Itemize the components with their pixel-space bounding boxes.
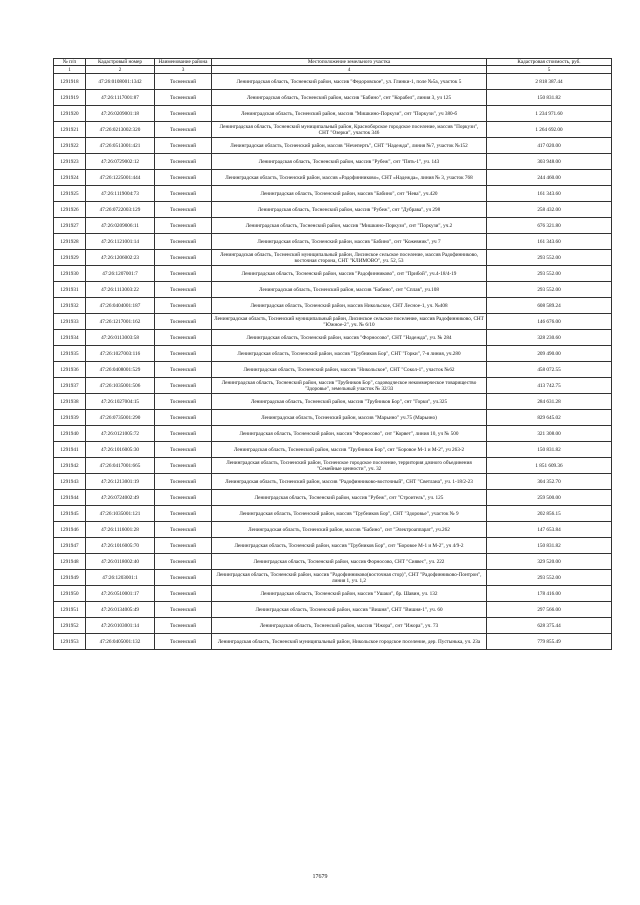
table-row (54, 218, 612, 234)
cadastral-number: 47:26:0729002:12 (86, 154, 155, 170)
cadastral-number: 47:26:1027004:15 (86, 394, 155, 410)
location-text: Ленинградская область, Тосненский район, массив "Бабино", снт "Кожевник", уч 7 (212, 234, 487, 250)
table-row (54, 314, 612, 330)
table-body (54, 74, 612, 650)
district-name: Тосненский (155, 250, 212, 266)
location-text: Ленинградская область, Тосненский район, массив "Радофинниково-восточный", СНТ "Светлана", уч. 1-18/2-23 (212, 474, 487, 490)
page-number: 17679 (312, 874, 328, 880)
table-row (54, 266, 612, 282)
cadastral-number: 47:26:1016005:30 (86, 442, 155, 458)
cadastral-number: 47:26:1116001:28 (86, 522, 155, 538)
cadastral-number: 47:26:0103001:14 (86, 618, 155, 634)
district-name: Тосненский (155, 218, 212, 234)
table-row (54, 298, 612, 314)
location-text: Ленинградская область, Тосненский район, массив "Мишкино-Поркузи", снт "Поркузи", уч 380-б (212, 106, 487, 122)
row-index: 1291929 (54, 250, 86, 266)
district-name: Тосненский (155, 618, 212, 634)
cadastral-number: 47:26:0724002:49 (86, 490, 155, 506)
cadastral-value: 259 500.00 (487, 490, 612, 506)
row-index: 1291932 (54, 298, 86, 314)
cadastral-number: 47:26:1035001:121 (86, 506, 155, 522)
table-row (54, 522, 612, 538)
location-text: Ленинградская область, Тосненский район, массив "Радофинниково(восточная стор)", СНТ "Радофинниково-Понтрон", линия 1, уч. 1,2 (212, 570, 487, 586)
district-name: Тосненский (155, 170, 212, 186)
row-index: 1291939 (54, 410, 86, 426)
document-page (53, 58, 586, 650)
district-name: Тосненский (155, 138, 212, 154)
cadastral-number: 47:26:0113003:58 (86, 330, 155, 346)
table-row (54, 74, 612, 90)
district-name: Тосненский (155, 410, 212, 426)
column-number: 4 (212, 66, 487, 74)
table-row (54, 138, 612, 154)
district-name: Тосненский (155, 282, 212, 298)
cadastral-number: 47:26:0408001:529 (86, 362, 155, 378)
cadastral-value: 146 676.00 (487, 314, 612, 330)
table-row (54, 378, 612, 394)
district-name: Тосненский (155, 298, 212, 314)
location-text: Ленинградская область, Тосненский район, массив "Трубников Бор", снт "Боровое М-1 и М-2", уч 263-2 (212, 442, 487, 458)
cadastral-value: 150 831.82 (487, 538, 612, 554)
location-text: Ленинградская область, Тосненский район, массив "Бабино", снт "Электроаппарат", уч.262 (212, 522, 487, 538)
district-name: Тосненский (155, 442, 212, 458)
cadastral-number: 47:26:0510001:17 (86, 586, 155, 602)
district-name: Тосненский (155, 74, 212, 90)
table-row (54, 410, 612, 426)
table-row (54, 90, 612, 106)
location-text: Ленинградская область, Тосненский район, массив "Рубеж", снт "Дубрава", уч 298 (212, 202, 487, 218)
cadastral-value: 258 432.00 (487, 202, 612, 218)
table-row (54, 330, 612, 346)
table-row (54, 282, 612, 298)
district-name: Тосненский (155, 154, 212, 170)
cadastral-number: 47:26:1035001:506 (86, 378, 155, 394)
row-index: 1291945 (54, 506, 86, 522)
row-index: 1291936 (54, 362, 86, 378)
row-index: 1291930 (54, 266, 86, 282)
row-index: 1291942 (54, 458, 86, 474)
cadastral-value: 328 230.60 (487, 330, 612, 346)
cadastral-value: 321 308.00 (487, 426, 612, 442)
cadastral-number: 47:26:0118002:40 (86, 554, 155, 570)
cadastral-value: 284 631.28 (487, 394, 612, 410)
cadastral-value: 150 831.82 (487, 90, 612, 106)
location-text: Ленинградская область, Тосненский район, массив Форносово, СНТ "Сиявес", уч. 222 (212, 554, 487, 570)
location-text: Ленинградская область, Тосненский район, массив "Марьино" уч.75 (Марьино) (212, 410, 487, 426)
district-name: Тосненский (155, 362, 212, 378)
table-row (54, 634, 612, 650)
cadastral-number: 47:26:1117001:87 (86, 90, 155, 106)
cadastral-value: 329 520.00 (487, 554, 612, 570)
district-name: Тосненский (155, 570, 212, 586)
cadastral-value: 161 343.60 (487, 186, 612, 202)
table-row (54, 346, 612, 362)
cadastral-value: 303 948.00 (487, 154, 612, 170)
column-number: 2 (86, 66, 155, 74)
cadastral-number: 47:26:1121001:14 (86, 234, 155, 250)
row-index: 1291926 (54, 202, 86, 218)
cadastral-value: 202 856.15 (487, 506, 612, 522)
row-index: 1291949 (54, 570, 86, 586)
cadastral-value: 244 460.00 (487, 170, 612, 186)
cadastral-number: 47:26:0213002:320 (86, 122, 155, 138)
location-text: Ленинградская область, Тосненский район, массив "Форносово", СНТ "Надежда", уч. № 284 (212, 330, 487, 346)
table-row (54, 250, 612, 266)
column-number: 5 (487, 66, 612, 74)
district-name: Тосненский (155, 90, 212, 106)
cadastral-number: 47:26:1016005:70 (86, 538, 155, 554)
row-index: 1291952 (54, 618, 86, 634)
row-index: 1291953 (54, 634, 86, 650)
district-name: Тосненский (155, 554, 212, 570)
location-text: Ленинградская область, Тосненский район, массив "Трубников Бор", снт "Горки", уч.325 (212, 394, 487, 410)
cadastral-value: 178 416.00 (487, 586, 612, 602)
location-text: Ленинградская область, Тосненский муниципальный район, Никольское городское поселение, дер. Пустынька, уч. 23а (212, 634, 487, 650)
row-index: 1291947 (54, 538, 86, 554)
row-index: 1291951 (54, 602, 86, 618)
district-name: Тосненский (155, 314, 212, 330)
table-row (54, 506, 612, 522)
table-row (54, 202, 612, 218)
row-index: 1291924 (54, 170, 86, 186)
cadastral-number: 47:26:1203001:1 (86, 570, 155, 586)
row-index: 1291923 (54, 154, 86, 170)
district-name: Тосненский (155, 186, 212, 202)
header-district: Наименование района (155, 59, 212, 66)
location-text: Ленинградская область, Тосненский район, массив "Вишня", СНТ "Вишня-1", уч. 60 (212, 602, 487, 618)
cadastral-number: 47:26:1217001:162 (86, 314, 155, 330)
cadastral-number: 47:26:0108001:1342 (86, 74, 155, 90)
cadastral-value: 1 264 692.00 (487, 122, 612, 138)
header-index: № п/п (54, 59, 86, 66)
cadastral-value: 209 490.00 (487, 346, 612, 362)
district-name: Тосненский (155, 586, 212, 602)
table-row (54, 154, 612, 170)
table-row (54, 490, 612, 506)
table-row (54, 170, 612, 186)
header-location: Местоположение земельного участка (212, 59, 487, 66)
row-index: 1291944 (54, 490, 86, 506)
row-index: 1291927 (54, 218, 86, 234)
location-text: Ленинградская область, Тосненский район, массив "Рубеж", снт "Строитель", уч. 125 (212, 490, 487, 506)
district-name: Тосненский (155, 394, 212, 410)
district-name: Тосненский (155, 202, 212, 218)
row-index: 1291933 (54, 314, 86, 330)
location-text: Ленинградская область, Тосненский район, массив "Ушаки", бр. Шавин, уч. 132 (212, 586, 487, 602)
location-text: Ленинградская область, Тосненский район, массив "Бабино", снт "Нева", уч.420 (212, 186, 487, 202)
location-text: Ленинградская область, Тосненский муниципальный район, Лисинское сельское поселение, массив Радофинниково, СНТ "Южное-2", уч. № 6/10 (212, 314, 487, 330)
district-name: Тосненский (155, 378, 212, 394)
table-row (54, 474, 612, 490)
row-index: 1291928 (54, 234, 86, 250)
cadastral-value: 2 818 387.44 (487, 74, 612, 90)
row-index: 1291931 (54, 282, 86, 298)
cadastral-value: 458 072.55 (487, 362, 612, 378)
column-number-row (54, 66, 612, 74)
cadastral-value: 413 742.75 (487, 378, 612, 394)
table-row (54, 122, 612, 138)
location-text: Ленинградская область, Тосненский район, массив "Ижора", снт "Ижора", уч. 73 (212, 618, 487, 634)
cadastral-value: 1 851 609.36 (487, 458, 612, 474)
location-text: Ленинградская область, Тосненский район, массив "Рубеж", снт "Пять-1", уч. 143 (212, 154, 487, 170)
row-index: 1291925 (54, 186, 86, 202)
location-text: Ленинградская область, Тосненский район, массив "Никольское", СНТ "Сокол-1", участок №62 (212, 362, 487, 378)
cadastral-number: 47:26:0121005:72 (86, 426, 155, 442)
location-text: Ленинградская область, Тосненский район, массив "Форносово", снт "Корвет", линия 10, уч № 500 (212, 426, 487, 442)
table-row (54, 394, 612, 410)
cadastral-number: 47:26:1225001:444 (86, 170, 155, 186)
district-name: Тосненский (155, 346, 212, 362)
header-cadastral-value: Кадастровая стоимость, руб. (487, 59, 612, 66)
cadastral-value: 417 020.00 (487, 138, 612, 154)
cadastral-value: 293 552.00 (487, 570, 612, 586)
location-text: Ленинградская область, Тосненский район, массив "Радофинниково", снт "Прибой", уч.4-18/4-19 (212, 266, 487, 282)
location-text: Ленинградская область, Тосненский район, массив "Бабино", снт "Корабел", линия 3, уч 125 (212, 90, 487, 106)
cadastral-number: 47:26:0722003:129 (86, 202, 155, 218)
row-index: 1291938 (54, 394, 86, 410)
row-index: 1291921 (54, 122, 86, 138)
location-text: Ленинградская область, Тосненский район, массив "Мишкино-Поркузи", снт "Поркузи", уч.2 (212, 218, 487, 234)
cadastral-number: 47:26:1119004:73 (86, 186, 155, 202)
row-index: 1291922 (54, 138, 86, 154)
location-text: Ленинградская область, Тосненский район, массив "Нечеперть", СНТ "Надежда", линия №7, участок №152 (212, 138, 487, 154)
cadastral-value: 628 375.44 (487, 618, 612, 634)
row-index: 1291934 (54, 330, 86, 346)
cadastral-value: 147 653.84 (487, 522, 612, 538)
table-row (54, 234, 612, 250)
cadastral-value: 779 855.49 (487, 634, 612, 650)
location-text: Ленинградская область, Тосненский муниципальный район, Красноборское городское поселение, массив "Поркузи", СНТ "Озерки", участок 346 (212, 122, 487, 138)
row-index: 1291940 (54, 426, 86, 442)
district-name: Тосненский (155, 602, 212, 618)
row-index: 1291943 (54, 474, 86, 490)
table-row (54, 538, 612, 554)
row-index: 1291918 (54, 74, 86, 90)
cadastral-number: 47:26:0513001:421 (86, 138, 155, 154)
location-text: Ленинградская область, Тосненский район, Тосненское городское поселение, территория дачного объединения "Семейные ценности", уч. 32 (212, 458, 487, 474)
column-number: 3 (155, 66, 212, 74)
location-text: Ленинградская область, Тосненский район, массив "Бабино", снт "Сплав", уч.108 (212, 282, 487, 298)
district-name: Тосненский (155, 122, 212, 138)
table-row (54, 554, 612, 570)
table-row (54, 458, 612, 474)
cadastral-number: 47:26:1213001:19 (86, 474, 155, 490)
row-index: 1291941 (54, 442, 86, 458)
cadastral-value: 293 552.00 (487, 250, 612, 266)
cadastral-number: 47:26:1207001:7 (86, 266, 155, 282)
cadastral-number: 47:26:0404001:187 (86, 298, 155, 314)
location-text: Ленинградская область, Тосненский район, массив "Трубников Бор", СНТ "Горки", 7-я линия, уч.280 (212, 346, 487, 362)
row-index: 1291937 (54, 378, 86, 394)
location-text: Ленинградская область, Тосненский район, массив «Радофинниково», СНТ «Надежда», линия № 3, участок 768 (212, 170, 487, 186)
district-name: Тосненский (155, 458, 212, 474)
row-index: 1291919 (54, 90, 86, 106)
location-text: Ленинградская область, Тосненский район, массив "Федоровское", ул. Глинки-1, поле №5а, участок 5 (212, 74, 487, 90)
row-index: 1291920 (54, 106, 86, 122)
cadastral-value: 608 589.24 (487, 298, 612, 314)
cadastral-number: 47:26:0209001:18 (86, 106, 155, 122)
table-row (54, 186, 612, 202)
table-row (54, 586, 612, 602)
table-row (54, 106, 612, 122)
district-name: Тосненский (155, 538, 212, 554)
district-name: Тосненский (155, 522, 212, 538)
row-index: 1291946 (54, 522, 86, 538)
table-header-row (54, 59, 612, 66)
table-row (54, 618, 612, 634)
district-name: Тосненский (155, 474, 212, 490)
row-index: 1291935 (54, 346, 86, 362)
cadastral-table (53, 58, 612, 650)
cadastral-value: 293 552.00 (487, 282, 612, 298)
cadastral-value: 304 352.70 (487, 474, 612, 490)
cadastral-value: 293 552.00 (487, 266, 612, 282)
cadastral-number: 47:26:0735001:290 (86, 410, 155, 426)
location-text: Ленинградская область, Тосненский район, массив "Трубников Бор", СНТ "Здоровье", участок № 9 (212, 506, 487, 522)
location-text: Ленинградская область, Тосненский район, массив "Трубников Бор", снт "Боровое М-1 и М-2", уч 4/9-2 (212, 538, 487, 554)
district-name: Тосненский (155, 426, 212, 442)
location-text: Ленинградская область, Тосненский район, массив Никольское, СНТ Лесное-1, уч. №408 (212, 298, 487, 314)
header-cadastral-number: Кадастровый номер (86, 59, 155, 66)
cadastral-number: 47:26:1113003:22 (86, 282, 155, 298)
cadastral-number: 47:26:0134005:49 (86, 602, 155, 618)
cadastral-value: 676 321.80 (487, 218, 612, 234)
row-index: 1291948 (54, 554, 86, 570)
district-name: Тосненский (155, 234, 212, 250)
district-name: Тосненский (155, 490, 212, 506)
table-row (54, 362, 612, 378)
location-text: Ленинградская область, Тосненский район, массив "Трубников Бор", садоводческое некоммерческое товарищество "Здоровье", земельный участок № 32/33 (212, 378, 487, 394)
district-name: Тосненский (155, 330, 212, 346)
cadastral-value: 829 645.02 (487, 410, 612, 426)
cadastral-number: 47:26:1027003:116 (86, 346, 155, 362)
row-index: 1291950 (54, 586, 86, 602)
location-text: Ленинградская область, Тосненский муниципальный район, Лисинское сельское поселение, массив Радофинниково, восточная сторона, СНТ "КЛИМОВО", уч. 52, 53 (212, 250, 487, 266)
cadastral-number: 47:26:0417001:665 (86, 458, 155, 474)
table-row (54, 570, 612, 586)
table-row (54, 602, 612, 618)
cadastral-number: 47:26:1206002:23 (86, 250, 155, 266)
district-name: Тосненский (155, 266, 212, 282)
cadastral-value: 1 234 971.60 (487, 106, 612, 122)
cadastral-number: 47:26:0405001:132 (86, 634, 155, 650)
cadastral-value: 297 566.00 (487, 602, 612, 618)
cadastral-value: 150 831.82 (487, 442, 612, 458)
table-row (54, 426, 612, 442)
district-name: Тосненский (155, 634, 212, 650)
column-number: 1 (54, 66, 86, 74)
district-name: Тосненский (155, 506, 212, 522)
cadastral-value: 161 343.60 (487, 234, 612, 250)
district-name: Тосненский (155, 106, 212, 122)
cadastral-number: 47:26:0209006:11 (86, 218, 155, 234)
table-row (54, 442, 612, 458)
